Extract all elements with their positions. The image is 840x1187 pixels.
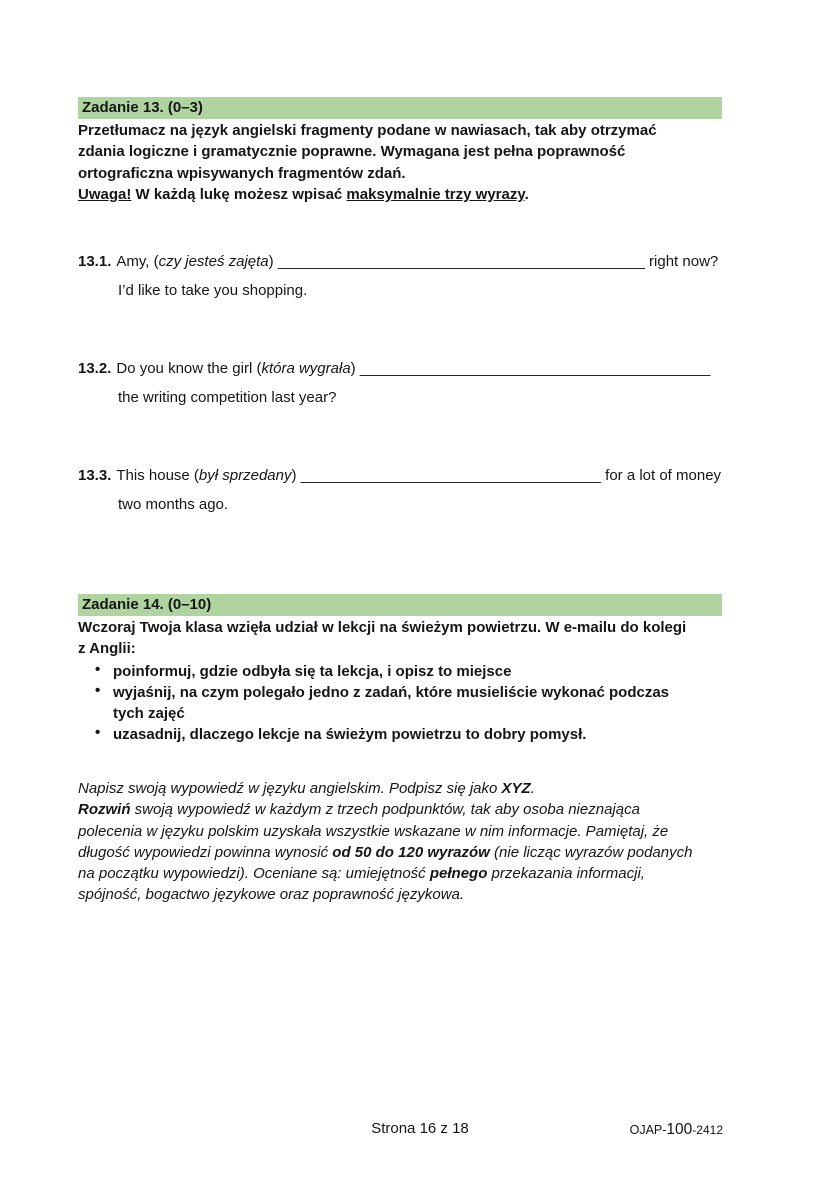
page-footer (0, 1120, 840, 1140)
item-number: 13.1. (78, 253, 112, 270)
text-segment: Uwaga! (78, 185, 132, 203)
text-segment: This house ( (116, 467, 199, 484)
text-segment: spójność, bogactwo językowe oraz poprawność językowa. (78, 886, 465, 904)
text-segment: na początku wypowiedzi). Oceniane są: umiejętność (78, 865, 430, 883)
item-13-2-line1 (78, 360, 710, 377)
task13-header: Zadanie 13. (0–3) (78, 97, 722, 119)
exam-code-part: OJAP- (629, 1123, 667, 1137)
bullet-text: wyjaśnij, na czym polegało jedno z zadań, które musieliście wykonać podczas (113, 684, 670, 701)
bullet-icon: • (95, 682, 101, 699)
item-text (116, 253, 718, 270)
text-segment: (nie licząc wyrazów podanych (489, 843, 693, 861)
task14-note-line (78, 842, 738, 863)
text-segment: z Anglii: (78, 640, 136, 658)
text-segment: czy jesteś zajęta (158, 253, 269, 270)
bullet-text: poinformuj, gdzie odbyła się ta lekcja, i opisz to miejsce (113, 663, 512, 680)
task14-header: Zadanie 14. (0–10) (78, 594, 722, 616)
text-segment: od 50 do 120 wyrazów (332, 843, 490, 861)
text-segment: pełnego (429, 865, 488, 883)
item-13-1-line1 (78, 253, 718, 270)
text-segment: długość wypowiedzi powinna wynosić (78, 843, 333, 861)
text-segment: polecenia w języku polskim uzyskała wszystkie wskazane w nim informacje. Pamiętaj, że (78, 822, 669, 840)
page-number: Strona 16 z 18 (371, 1120, 469, 1137)
task-item-13-3 (78, 467, 738, 517)
task13-instructions-line (78, 141, 738, 162)
item-text (116, 360, 710, 377)
bullet-item (78, 682, 728, 724)
bullet-text: tych zajęć (113, 705, 185, 722)
text-segment: . (524, 185, 529, 203)
task14-note-line (78, 778, 738, 799)
text-segment: swoją wypowiedź w każdym z trzech podpunktów, tak aby osoba nieznająca (130, 801, 640, 819)
text-segment: Rozwiń (78, 801, 131, 819)
bullet-item (78, 661, 728, 682)
text-segment: ) (268, 253, 278, 270)
task14-instructions-line (78, 617, 738, 638)
task-item-13-1 (78, 253, 738, 303)
bullet-icon: • (95, 724, 101, 741)
text-segment: Przetłumacz na język angielski fragmenty podane w nawiasach, tak aby otrzymać (78, 122, 657, 139)
task14-bullet-list (78, 661, 728, 745)
item-number: 13.3. (78, 467, 112, 484)
bullet-text: uzasadnij, dlaczego lekcje na świeżym powietrzu to dobry pomysł. (113, 726, 587, 743)
text-segment: right now? (644, 253, 719, 270)
text-segment: W każdą lukę możesz wpisać (131, 185, 347, 203)
text-segment: Amy, ( (116, 253, 159, 270)
task14-instructions (78, 617, 738, 660)
bullet-icon: • (95, 661, 101, 678)
exam-code (630, 1121, 723, 1139)
task13-instructions-line (78, 163, 738, 184)
task13-instructions-line (78, 184, 738, 205)
text-segment: ) (291, 467, 301, 484)
text-segment: która wygrała (261, 360, 351, 377)
item-text (116, 467, 721, 484)
item-13-3-line1 (78, 467, 721, 484)
item-13-2-line2: the writing competition last year? (118, 389, 337, 406)
task14-note-line (78, 884, 738, 905)
task14-note-line (78, 799, 738, 820)
text-segment: ) (350, 360, 360, 377)
item-13-1-line2: I’d like to take you shopping. (118, 282, 308, 299)
text-segment: był sprzedany (198, 467, 292, 484)
text-segment: przekazania informacji, (487, 865, 645, 883)
bullet-item (78, 724, 728, 745)
text-segment: Do you know the girl ( (116, 360, 262, 377)
answer-blank[interactable]: ____________________________________________ (277, 253, 645, 270)
answer-blank[interactable]: __________________________________________ (359, 360, 711, 377)
task14-instructions-line (78, 638, 738, 659)
text-segment: . (530, 780, 535, 797)
task13-instructions (78, 120, 738, 205)
task14-note-line (78, 821, 738, 842)
task13-instructions-line (78, 120, 738, 141)
task14-note-line (78, 863, 738, 884)
text-segment: Wczoraj Twoja klasa wzięła udział w lekcji na świeżym powietrzu. W e-mailu do kolegi (78, 619, 687, 636)
exam-code-part: 100 (666, 1121, 693, 1138)
text-segment: maksymalnie trzy wyrazy (346, 185, 525, 203)
exam-code-part: -2412 (692, 1123, 723, 1137)
text-segment: Napisz swoją wypowiedź w języku angielskim. Podpisz się jako (78, 780, 502, 797)
text-segment: zdania logiczne i gramatycznie poprawne. Wymagana jest pełna poprawność (78, 143, 626, 161)
text-segment: XYZ (501, 780, 531, 797)
task-item-13-2 (78, 360, 738, 410)
answer-blank[interactable]: ____________________________________ (300, 467, 601, 484)
item-number: 13.2. (78, 360, 112, 377)
text-segment: for a lot of money (600, 467, 722, 484)
task14-note (78, 778, 738, 906)
item-13-3-line2: two months ago. (118, 496, 229, 513)
text-segment: ortograficzna wpisywanych fragmentów zdań. (78, 164, 406, 182)
